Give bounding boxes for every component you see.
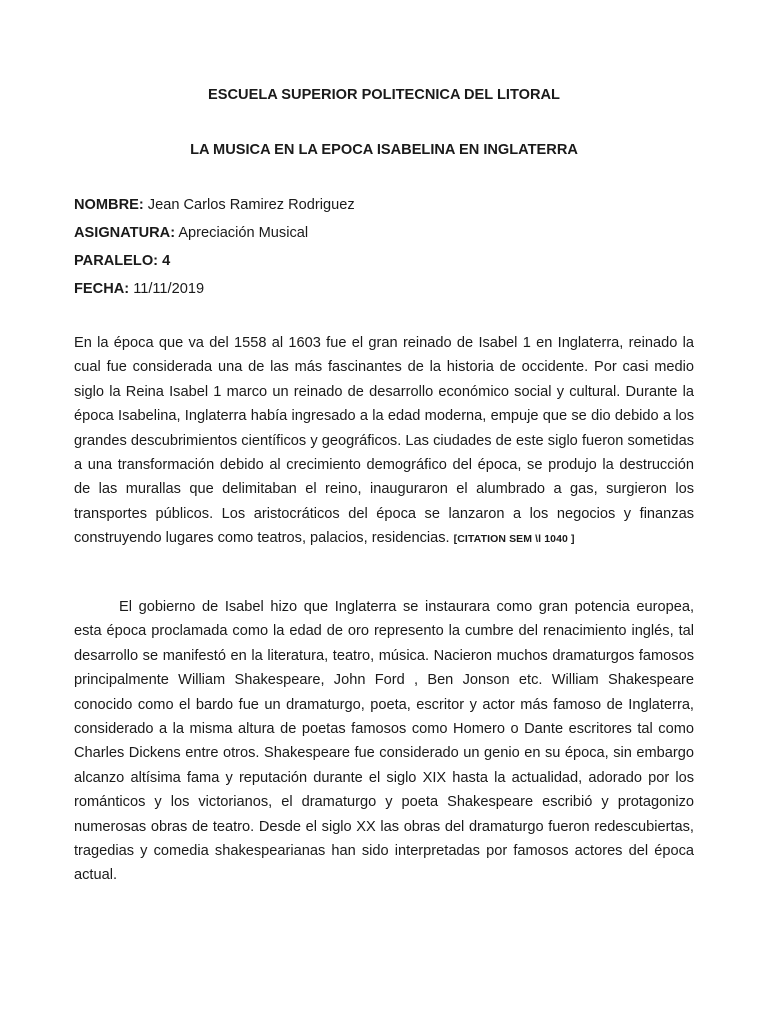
paragraph-2-text: El gobierno de Isabel hizo que Inglaterra se instaurara como gran potencia europea, esta época proclamada como la edad de oro represento la cumbre del renacimiento inglés, tal desarrollo se manifestó en la literatura, teatro, música. Nacieron muchos dramaturgos famosos principalmente William Shakespeare, John Ford , Ben Jonson etc. William Shakespeare conocido como el bardo fue un dramaturgo, poeta, escritor y actor más famoso de Inglaterra, considerado a la misma altura de poetas famosos como Homero o Dante escritores tal como Charles Dickens entre otros. Shakespeare fue considerado un genio en su época, sin embargo alcanzo altísima fama y reputación durante el siglo XIX hasta la actualidad, adorado por los románticos y los victorianos, el dramaturgo y poeta Shakespeare escribió y protagonizo numerosas obras de teatro. Desde el siglo XX las obras del dramaturgo fueron redescubiertas, tragedias y comedia shakespearianas han sido interpretadas por famosos actores del época actual. — [74, 599, 694, 884]
fecha-value: 11/11/2019 — [129, 281, 205, 297]
nombre-value: Jean Carlos Ramirez Rodriguez — [143, 197, 355, 213]
body-paragraph-2 — [74, 595, 694, 888]
asignatura-label: ASIGNATURA: — [74, 225, 176, 241]
nombre-field — [74, 196, 355, 214]
fecha-label: FECHA: — [74, 281, 130, 297]
fecha-field — [74, 280, 204, 298]
asignatura-field — [74, 224, 308, 242]
document-title: LA MUSICA EN LA EPOCA ISABELINA EN INGLATERRA — [190, 142, 578, 158]
nombre-label: NOMBRE: — [74, 197, 144, 213]
paralelo-label: PARALELO: 4 — [74, 253, 171, 269]
paralelo-field — [74, 252, 170, 270]
citation-field: [CITATION SEM \l 1040 ] — [453, 533, 575, 546]
asignatura-value: Apreciación Musical — [175, 225, 309, 241]
paragraph-1-text: En la época que va del 1558 al 1603 fue el gran reinado de Isabel 1 en Inglaterra, reinado la cual fue considerada una de las más fascinantes de la historia de occidente. Por casi medio siglo la Reina Isabel 1 marco un reinado de desarrollo económico social y cultural. Durante la época Isabelina, Inglaterra había ingresado a la edad moderna, empuje que se dio debido a los grandes descubrimientos científicos y geográficos. Las ciudades de este siglo fueron sometidas a una transformación debido al crecimiento demográfico del época, se produjo la destrucción de las murallas que delimitaban el reino, inauguraron el alumbrado a gas, surgieron los transportes públicos. Los aristocráticos del época se lanzaron a los negocios y finanzas construyendo lugares como teatros, palacios, residencias. — [74, 335, 694, 547]
institution-heading: ESCUELA SUPERIOR POLITECNICA DEL LITORAL — [208, 87, 560, 103]
body-paragraph-1 — [74, 331, 694, 552]
